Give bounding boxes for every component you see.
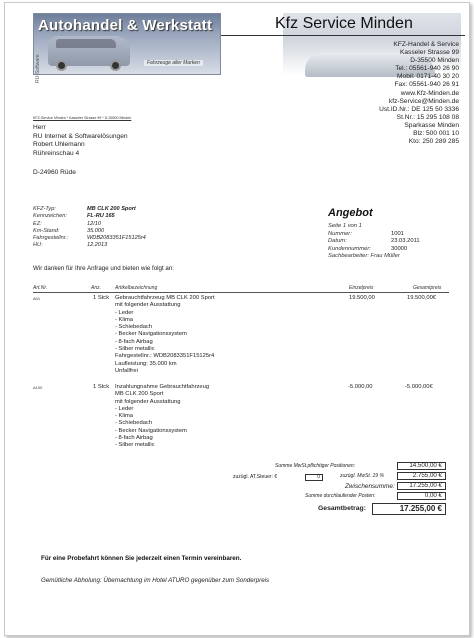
offer-clerk: Sachbearbeiter: Frau Müller [328,253,400,259]
description-line: Gebrauchtfahrzeug MB CLK 200 Sport [115,295,215,301]
vehicle-key: KFZ-Typ: [33,206,56,212]
company-line: St.Nr.: 15 295 108 08 [396,113,459,121]
vehicle-key: Kennzeichen: [33,213,67,220]
header-rule [221,35,465,36]
company-line: KFZ-Handel & Service [393,41,459,48]
description-line: - 8-fach Airbag [115,338,153,345]
pass-through-value: 0,00 € [397,492,446,500]
company-line: Kto: 250 289 285 [408,138,459,146]
description-line: - Silber metallic [115,346,155,353]
company-line: Blz: 500 001 10 [413,130,459,138]
van-window [56,39,116,48]
address-line: Rühreinschau 4 [33,149,80,157]
description-line: - Leder [115,405,134,412]
offer-row [328,238,420,246]
vehicle-row [33,242,146,249]
offer-value: 30000 [391,245,408,252]
subtotal-value: 17.255,00 € [397,482,446,490]
vehicle-value: MB CLK 200 Sport [87,206,136,212]
vehicle-row [33,206,146,213]
description-line: mit folgender Ausstattung [115,302,181,309]
vehicle-row [33,228,146,235]
logo-title: Autohandel & Werkstatt [38,17,213,34]
description-line: MB CLK 200 Sport [115,391,164,398]
company-line: Tel.: 05561-940 26 90 [395,65,459,73]
intro-text: Wir danken für Ihre Anfrage und bieten wie folgt an: [33,265,175,272]
description-line: - Silber metallic [115,442,155,449]
logo-tagline: Fahrzeuge aller Marken [144,60,203,66]
col-header-total: Gesamtpreis [413,285,442,291]
row-unit-price: 19.500,00 [349,295,375,301]
company-line: D-35500 Minden [410,57,459,65]
subtotal-label: Zwischensumme: [345,483,395,490]
pass-through-label: Summe durchlaufender Posten: [305,493,376,499]
recipient-address [33,124,128,158]
row-unit-price: -5.000,00 [348,384,373,390]
col-header-qty: Anz. [91,285,102,291]
vehicle-value: 12/10 [87,220,101,227]
company-line: Sparkasse Minden [404,121,459,129]
description-line: - Leder [115,309,134,316]
sender-return-line: KFZ-Service Minden * Kasseler Strasse 99 * D-35500 Minden [33,116,132,120]
vehicle-row [33,221,146,228]
address-line: Herr [33,124,46,131]
description-line: - Becker Navigationssystem [115,427,187,434]
company-line: www.Kfz-Minden.de [400,89,459,97]
grand-total-value: 17.255,00 € [372,503,446,515]
address-city: D-24960 Rüde [33,169,76,176]
description-line: - Becker Navigationssystem [115,331,187,338]
vehicle-details [33,206,146,250]
vehicle-value: WDB2083351F15125r4 [87,235,146,242]
row-description [115,295,215,375]
vehicle-key: HU: [33,242,43,249]
vehicle-key: Fahrgestellnr.: [33,235,69,242]
description-line: - 8-fach Airbag [115,435,153,442]
row-art-nr: A100 [33,385,43,390]
description-line: - Schiebedach [115,324,153,331]
description-line: - Klima [115,413,134,420]
row-qty: 1 Stck [93,295,110,301]
row-total: -5.000,00€ [405,384,433,390]
offer-key: Datum: [328,238,347,244]
company-line: Ust.ID.Nr.: DE 125 50 3336 [379,105,459,113]
col-header-description: Artikelbezeichnung [115,285,158,291]
description-line: Laufleistung: 35.000 km [115,360,177,367]
at-tax-value: 0 [305,474,323,481]
brand-title: Kfz Service Minden [275,15,413,32]
grand-total-label: Gesamtbetrag: [318,505,366,512]
row-description [115,384,209,450]
dealer-logo-banner [33,13,221,75]
offer-row [328,246,420,254]
van-wheel [110,60,121,71]
company-info [309,41,459,146]
description-line: Inzahlungnahme Gebrauchtfahrzeug [115,384,210,390]
description-line: Unfallfrei [115,367,138,374]
company-line: Kasseler Strasse 99 [399,49,459,57]
footer-hotel-note: Gemütliche Abholung: Übernachtung im Hotel ATURO gegenüber zum Sonderpreis [41,577,270,584]
address-line: RU Internet & Softwarelösungen [33,132,128,140]
offer-meta [328,223,420,261]
address-line: Robert Uhlemann [33,141,85,148]
footer-test-drive-note: Für eine Probefahrt können Sie jederzeit einen Termin vereinbaren. [41,555,242,562]
offer-document [4,2,470,636]
col-header-unit-price: Einzelpreis [349,285,374,291]
company-line: Mobil: 0171-40 30 20 [397,73,459,81]
company-line: Fax: 05561-940 26 91 [394,81,459,89]
company-line: kfz-Service@Minden.de [388,97,459,105]
logo-side-text: RU-Software [35,54,41,83]
vehicle-key: EZ: [33,220,42,227]
row-art-nr: A01 [33,296,41,301]
at-tax-label: zuzügl. AT.Steuer: € [233,474,278,480]
description-line: - Klima [115,316,134,323]
vehicle-row [33,213,146,220]
net-sum-value: 14.500,00 € [397,462,446,470]
offer-key: Kundennummer: [328,245,371,252]
van-wheel [56,60,67,71]
row-total: 19.500,00€ [407,295,437,301]
vat-value: 2.755,00 € [397,472,446,480]
description-line: Fahrgestellnr.: WDB2083351F15125r4 [115,353,215,360]
row-qty: 1 Stck [93,384,110,390]
vehicle-row [33,235,146,242]
offer-title: Angebot [328,207,373,219]
description-line: mit folgender Ausstattung [115,398,181,405]
col-header-art-nr: Art.Nr. [33,285,48,291]
net-sum-label: Summe MwSt.pflichtiger Positionen: [275,463,356,469]
vehicle-value: FL-RU 165 [87,213,115,220]
vehicle-value: 12.2013 [87,242,108,249]
offer-value: 23.03.2011 [391,238,420,244]
offer-key: Nummer: [328,230,352,237]
vat-label: zuzügl. MwSt. 19 % [340,473,384,479]
description-line: - Schiebedach [115,420,153,427]
offer-row [328,231,420,239]
vehicle-key: Km-Stand: [33,227,60,234]
vehicle-value: 35.000 [87,227,105,234]
offer-page: Seite 1 von 1 [328,223,362,229]
offer-value: 1001 [391,230,404,237]
table-header-rule [33,292,449,293]
